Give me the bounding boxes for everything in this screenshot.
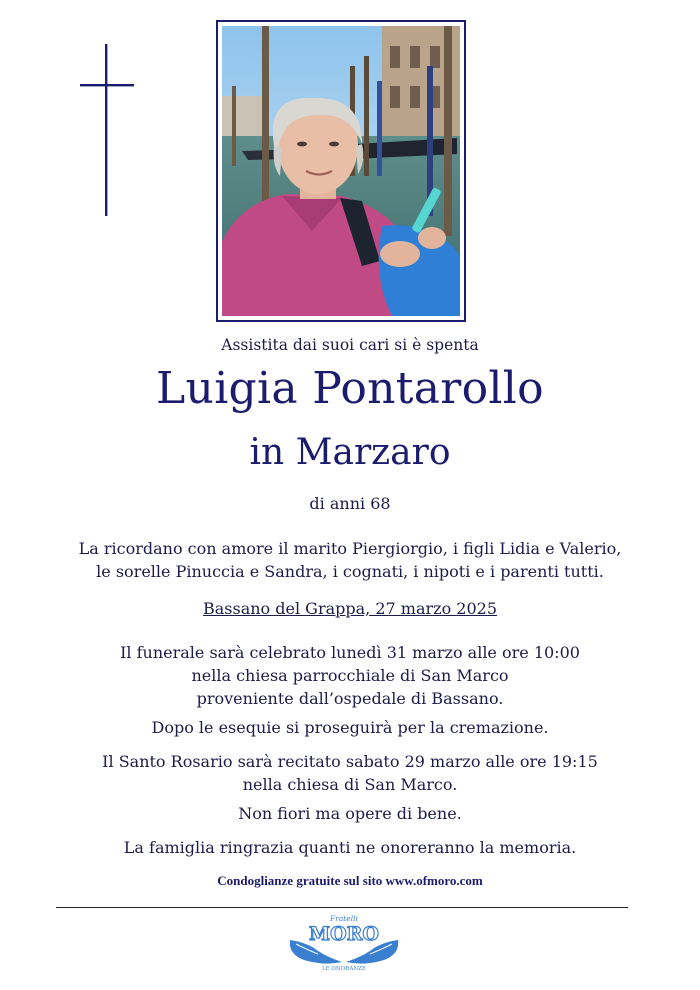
remembered-line: le sorelle Pinuccia e Sandra, i cognati, i nipoti e i parenti tutti. [96,562,604,581]
logo-bottom-text: LE ONORANZE [321,966,367,972]
rosary-line: Il Santo Rosario sarà recitato sabato 29 marzo alle ore 19:15 [102,752,598,771]
portrait-photo [216,20,466,322]
deceased-name: Luigia Pontarollo [156,363,544,414]
no-flowers-text: Non fiori ma opere di bene. [238,804,462,823]
rosary-line: nella chiesa di San Marco. [242,775,458,794]
moro-logo [284,910,404,972]
divider [56,907,628,908]
cross-icon [80,44,134,216]
funeral-line: Il funerale sarà celebrato lunedì 31 marzo alle ore 10:00 [120,643,580,662]
place-date [0,597,700,620]
rosary-info [0,750,700,796]
logo-brand-text: MORO [309,923,379,945]
married-name: in Marzaro [249,432,451,473]
funeral-line: proveniente dall’ospedale di Bassano. [196,689,504,708]
funeral-line: nella chiesa parrocchiale di San Marco [191,666,509,685]
remembered-line: La ricordano con amore il marito Piergiorgio, i figli Lidia e Valerio, [78,539,622,558]
thanks-text: La famiglia ringrazia quanti ne onoreranno la memoria. [123,838,577,857]
remembered-by [0,537,700,583]
intro-text: Assistita dai suoi cari si è spenta [221,336,479,354]
portrait-image [222,26,460,316]
logo-top-text: Fratelli [330,914,358,923]
place-date-text: Bassano del Grappa, 27 marzo 2025 [202,599,498,618]
condolences-link[interactable]: Condoglianze gratuite sul sito www.ofmoro.com [217,873,483,888]
cremation-text: Dopo le esequie si proseguirà per la cremazione. [151,718,549,737]
funeral-info [0,641,700,710]
age-text: di anni 68 [309,494,391,513]
